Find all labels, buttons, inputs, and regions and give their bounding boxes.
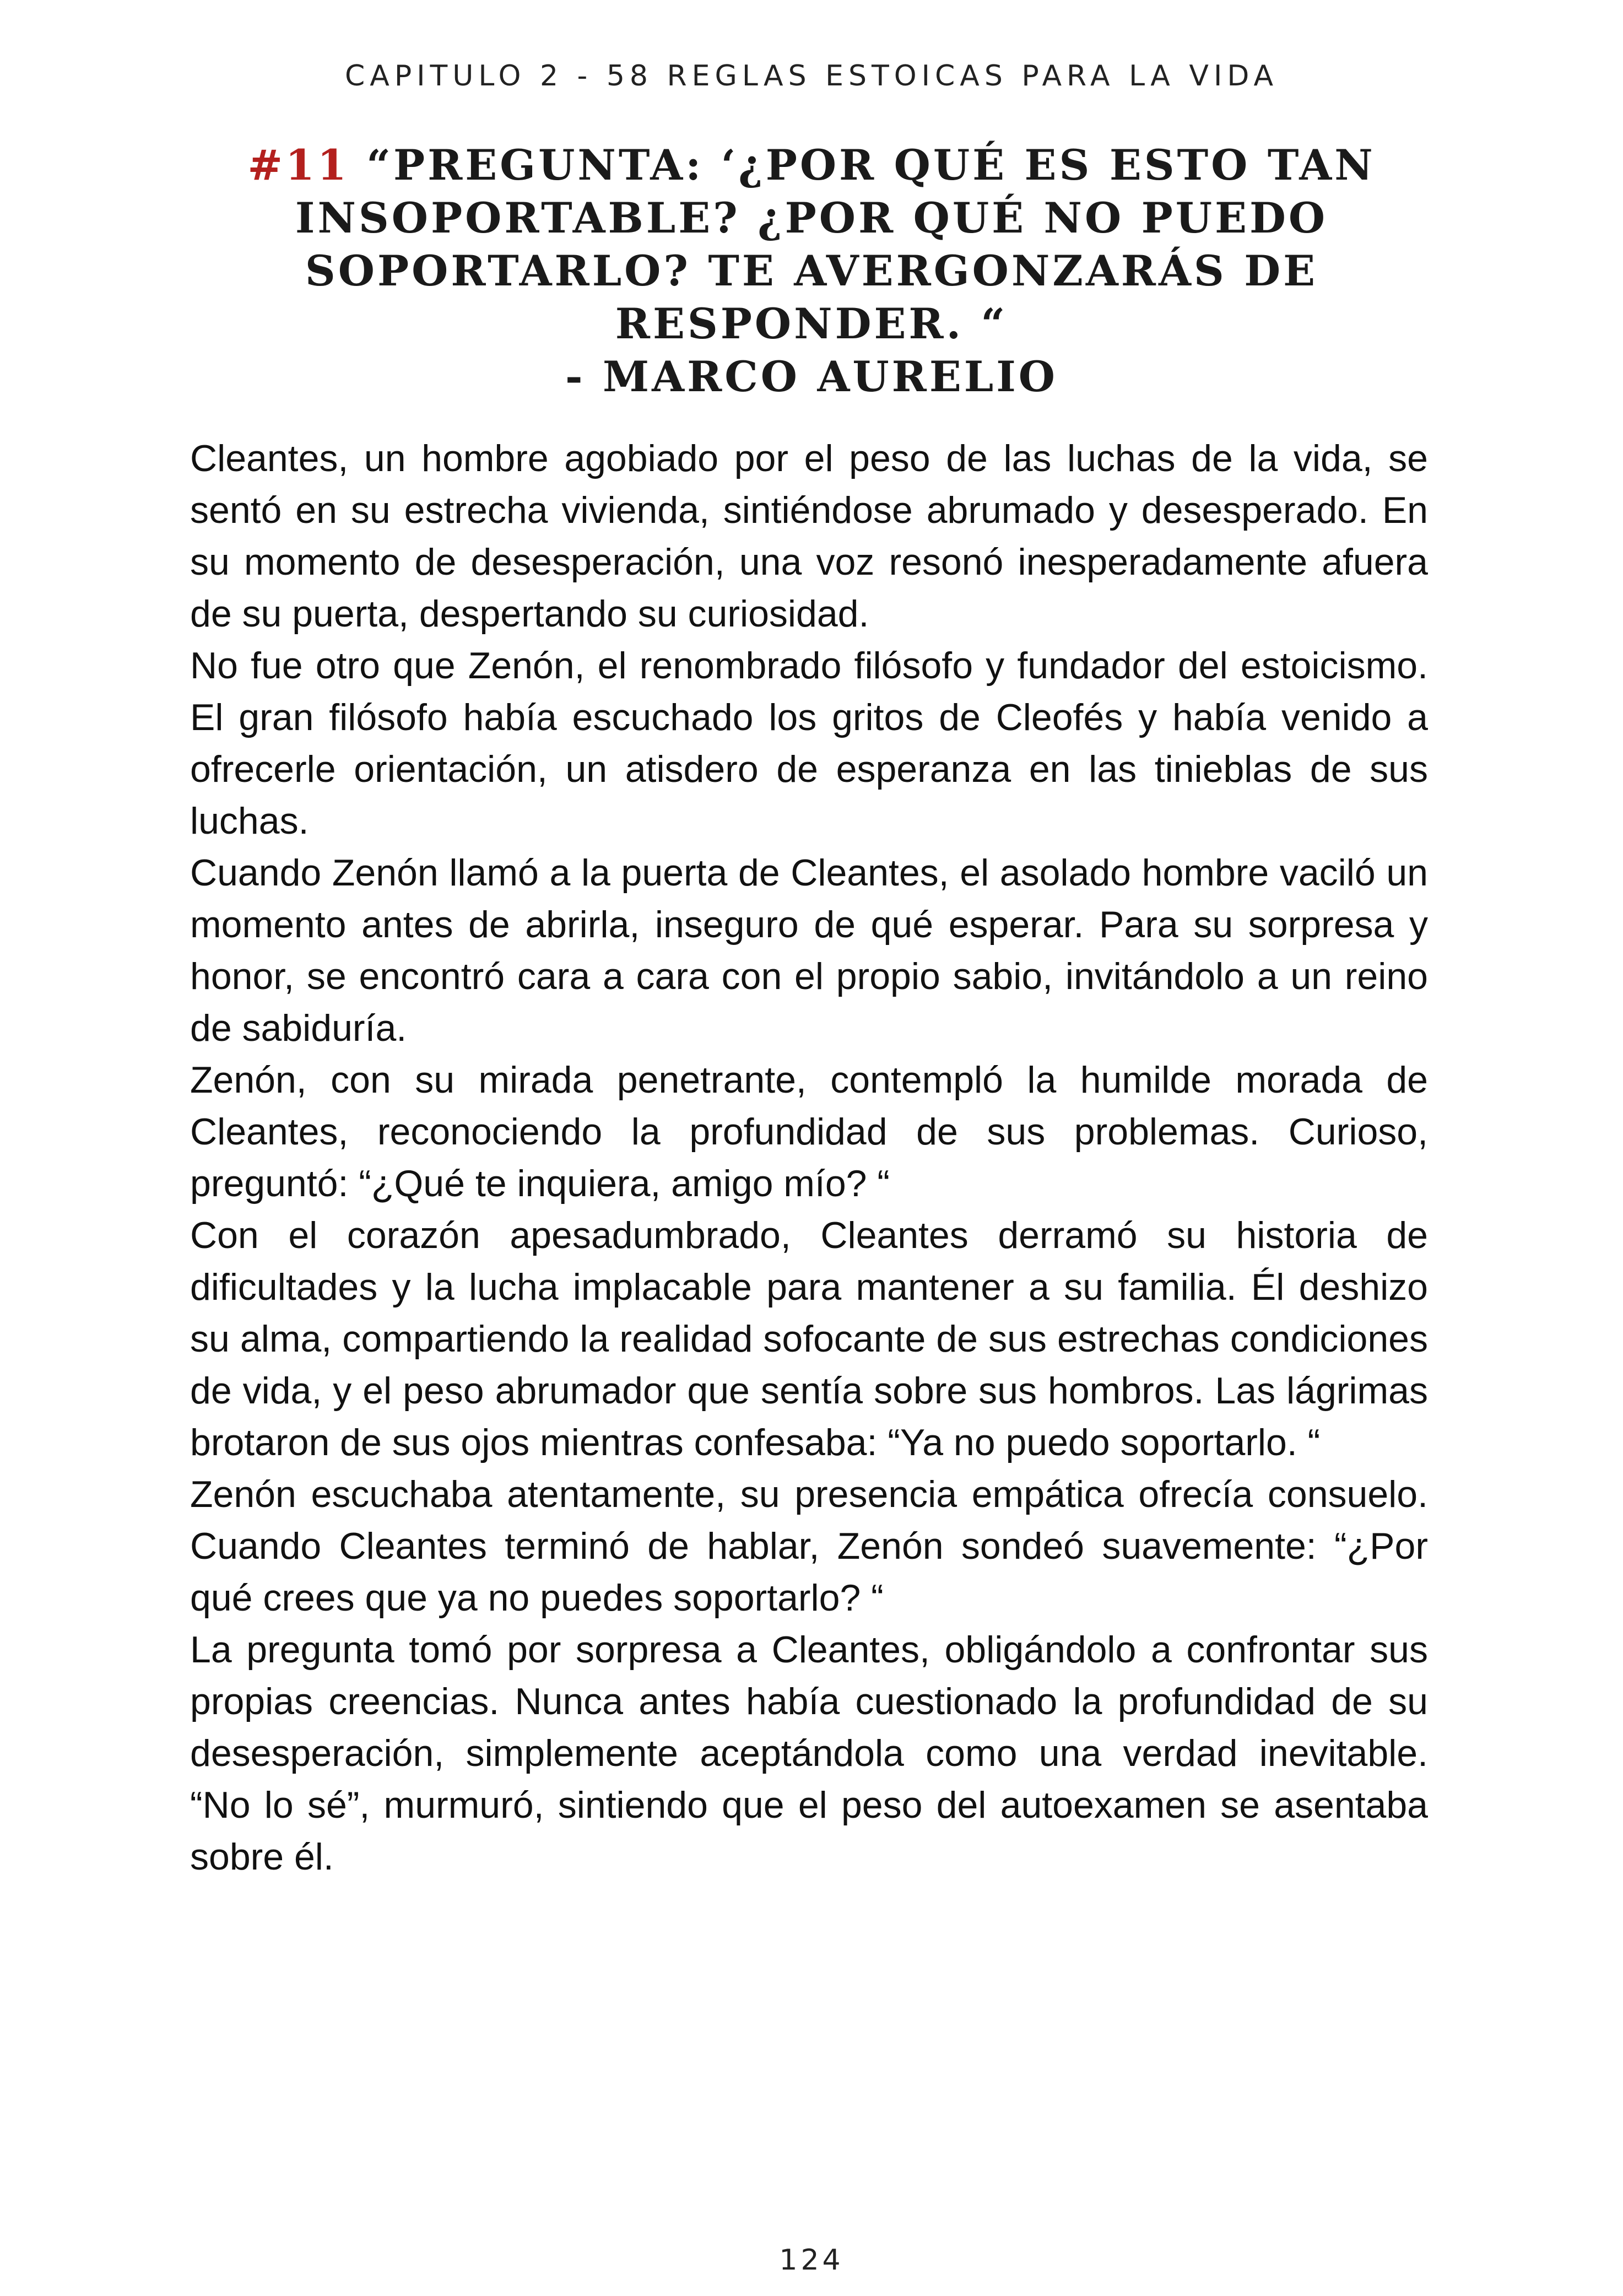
paragraph: Zenón, con su mirada penetrante, contempló la humilde morada de Cleantes, reconociendo la profundidad de sus problemas. Curioso, preguntó: “¿Qué te inquiera, amigo mío? “ (190, 1059, 1428, 1204)
rule-title-line-1 (220, 139, 1403, 192)
paragraph: La pregunta tomó por sorpresa a Cleantes, obligándolo a confrontar sus propias creencias. Nunca antes había cuestionado la profundidad de su desesperación, simplemente aceptándola como una verdad inevitable. “No lo sé”, murmuró, sintiendo que el peso del autoexamen se asentaba sobre él. (190, 1629, 1428, 1878)
paragraph: Cuando Zenón llamó a la puerta de Cleantes, el asolado hombre vaciló un momento antes de abrirla, inseguro de qué esperar. Para su sorpresa y honor, se encontró cara a cara con el propio sabio, invitándolo a un reino de sabiduría. (190, 852, 1428, 1049)
rule-quote-line-4: RESPONDER. “ (615, 299, 1008, 348)
paragraph: Con el corazón apesadumbrado, Cleantes derramó su historia de dificultades y la lucha implacable para mantener a su familia. Él deshizo su alma, compartiendo la realidad sofocante de sus estrechas condiciones de vida, y el peso abrumador que sentía sobre sus hombros. Las lágrimas brotaron de sus ojos mientras confesaba: “Ya no puedo soportarlo. “ (190, 1214, 1428, 1463)
paragraph: Cleantes, un hombre agobiado por el peso de las luchas de la vida, se sentó en su estrecha vivienda, sintiéndose abrumado y desesperado. En su momento de desesperación, una voz resonó inesperadamente afuera de su puerta, despertando su curiosidad. (190, 437, 1428, 635)
body-text (190, 433, 1428, 1883)
rule-number: #11 (247, 141, 349, 190)
rule-quote-line-2: INSOPORTABLE? ¿POR QUÉ NO PUEDO (295, 193, 1328, 242)
paragraph: No fue otro que Zenón, el renombrado filósofo y fundador del estoicismo. El gran filósofo había escuchado los gritos de Cleofés y había venido a ofrecerle orientación, un atisdero de esperanza en las tinieblas de sus luchas. (190, 645, 1428, 842)
rule-quote-line-3: SOPORTARLO? TE AVERGONZARÁS DE (305, 246, 1318, 295)
page-number: 124 (779, 2244, 844, 2277)
quote-author: - MARCO AURELIO (565, 352, 1058, 401)
rule-quote-line-1: “PREGUNTA: ‘¿POR QUÉ ES ESTO TAN (366, 141, 1376, 190)
running-header: CAPITULO 2 - 58 REGLAS ESTOICAS PARA LA VIDA (344, 60, 1279, 93)
rule-title (220, 139, 1403, 403)
paragraph: Zenón escuchaba atentamente, su presencia empática ofrecía consuelo. Cuando Cleantes terminó de hablar, Zenón sondeó suavemente: “¿Por qué crees que ya no puedes soportarlo? “ (190, 1473, 1428, 1619)
